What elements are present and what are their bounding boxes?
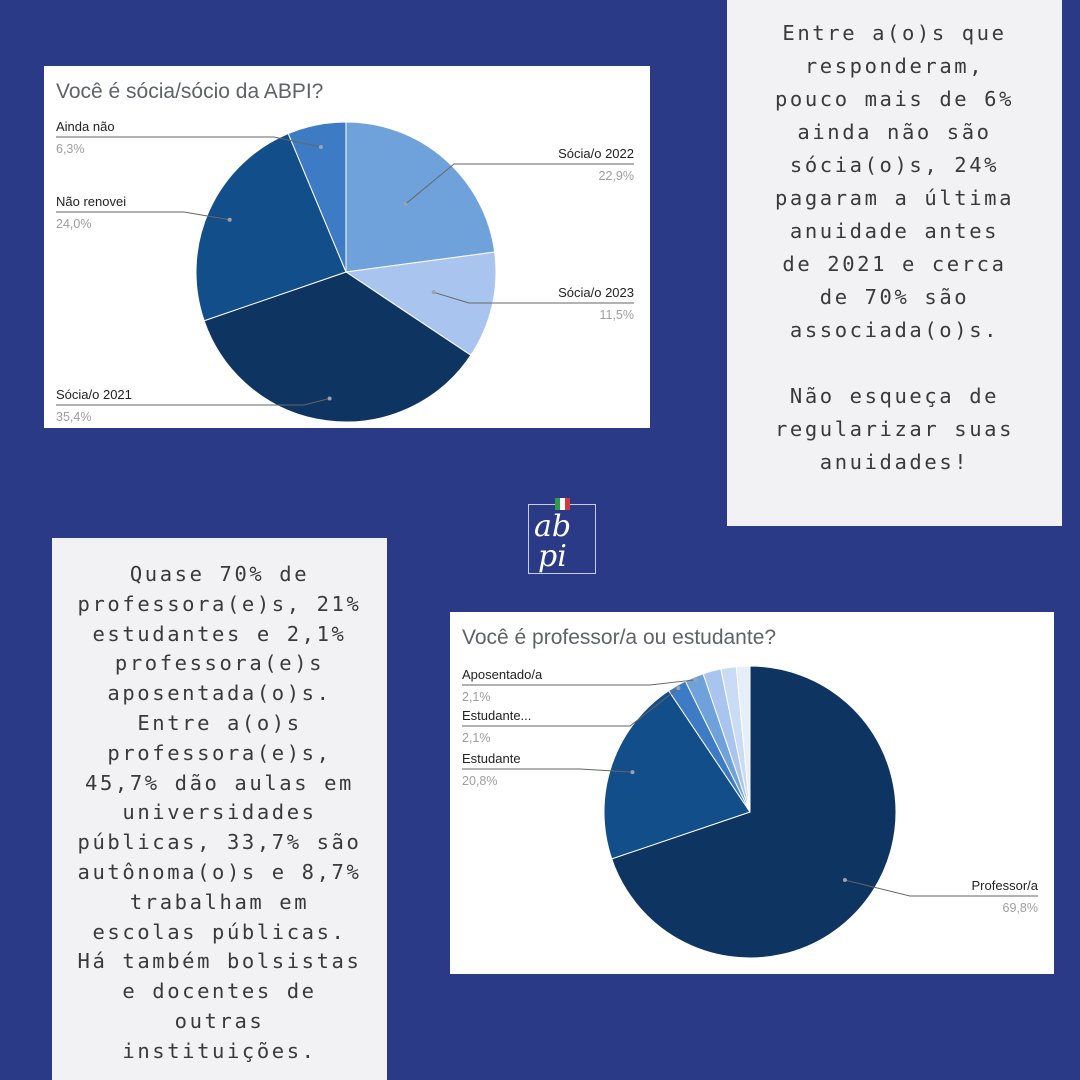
leader-dot	[843, 878, 847, 882]
slice-value-label: 69,8%	[1002, 901, 1038, 915]
note-membership-text: Entre a(o)s que responderam, pouco mais de 6% ainda não são sócia(o)s, 24% pagaram a última anuidade antes de 2021 e cerca de 70% são associada(o)s.	[774, 21, 1015, 342]
pie-chart-occupation	[450, 612, 1054, 974]
leader-dot	[403, 202, 407, 206]
leader-dot	[328, 396, 332, 400]
slice-label: Professor/a	[971, 878, 1038, 893]
slice-value-label: 11,5%	[599, 308, 634, 322]
svg-text:ab: ab	[534, 509, 572, 544]
leader-line	[462, 769, 632, 772]
slice-value-label: 20,8%	[462, 774, 498, 788]
slice-value-label: 24,0%	[56, 217, 92, 231]
slice-label: Ainda não	[56, 119, 115, 134]
slice-label: Sócia/o 2023	[558, 285, 634, 300]
abpi-logo	[528, 498, 596, 574]
slice-value-label: 2,1%	[462, 690, 491, 704]
slice-label: Sócia/o 2021	[56, 387, 132, 402]
pie-slice	[346, 122, 495, 272]
slice-value-label: 2,1%	[462, 731, 491, 745]
leader-dot	[676, 686, 680, 690]
slice-label: Aposentado/a	[462, 667, 543, 682]
slice-label: Estudante...	[462, 708, 532, 723]
leader-dot	[630, 770, 634, 774]
slice-label: Sócia/o 2022	[558, 146, 634, 161]
note-occupation	[52, 538, 387, 1080]
slice-value-label: 22,9%	[598, 169, 634, 183]
note-membership	[727, 0, 1062, 526]
pie-chart-membership	[44, 66, 650, 428]
chart-title: Você é professor/a ou estudante?	[462, 626, 777, 649]
slice-label: Estudante	[462, 751, 521, 766]
leader-dot	[693, 678, 697, 682]
chart-card-membership	[44, 66, 650, 428]
note-membership-reminder: Não esqueça de regularizar suas anuidades!	[774, 384, 1015, 474]
leader-dot	[319, 145, 323, 149]
note-occupation-text: Quase 70% de professora(e)s, 21% estudantes e 2,1% professora(e)s aposentada(o)s. Entre a(o)s professora(e)s, 45,7% dão aulas em universidades públicas, 33,7% são autônoma(o)s e 8,7% trabalham em escolas públicas. Há também bolsistas e docentes de outras instituições.	[77, 562, 362, 1063]
chart-card-occupation	[450, 612, 1054, 974]
slice-value-label: 35,4%	[56, 410, 92, 424]
slice-value-label: 6,3%	[56, 142, 85, 156]
svg-text:pi: pi	[538, 539, 567, 574]
slice-label: Não renovei	[56, 194, 127, 209]
leader-dot	[228, 218, 232, 222]
leader-dot	[432, 290, 436, 294]
chart-title: Você é sócia/sócio da ABPI?	[56, 80, 324, 103]
